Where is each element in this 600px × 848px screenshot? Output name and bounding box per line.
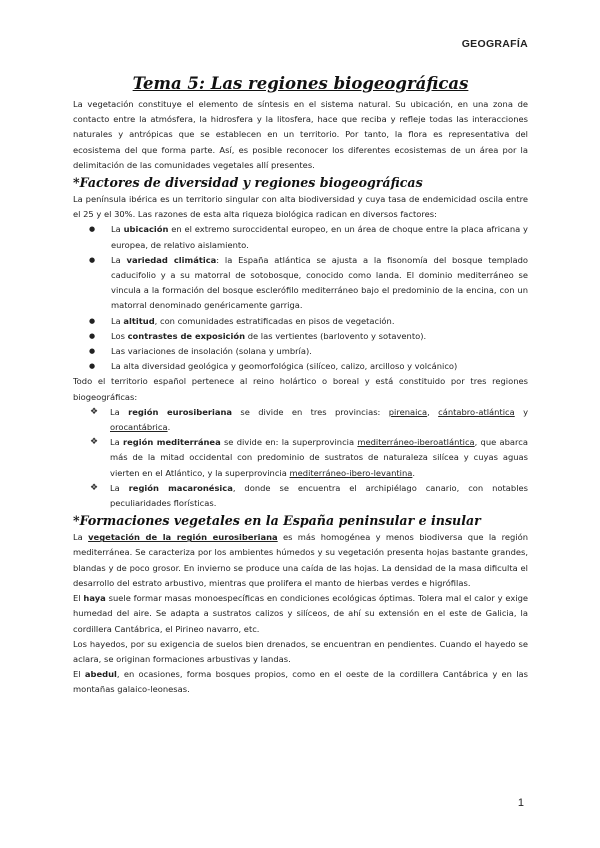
haya-paragraph: El haya suele formar masas monoespecíficas en condiciones ecológicas óptimas. Tolera mal el calor y exige humedad del aire. Se adapta a sustratos calizos y silíceos, de ahí su extensión en el este de Galicia, la cordillera Cantábrica, el Pirineo navarro, etc.	[73, 593, 528, 634]
list-item: ● Las variaciones de insolación (solana y umbría).	[73, 344, 528, 359]
diamond-bullet-icon: ❖	[90, 482, 99, 493]
superprovince-link-ibero-levantina[interactable]: mediterráneo-ibero-levantina	[289, 467, 413, 478]
eurosiberian-vegetation-paragraph: La vegetación de la región eurosiberiana es más homogénea y menos biodiversa que la región mediterránea. Se caracteriza por los ambientes húmedos y su vegetación presenta hojas bastante grandes, blandas y de poco grosor. En invierno se produce una caída de las hojas. La densidad de la masa dificulta el desarrollo del estrato arbustivo, mientras que prolifera el manto de hierbas verdes e higrófilas.	[73, 532, 528, 588]
list-item-region-eurosiberian: ❖ La región eurosiberiana se divide en tres provincias: pirenaica, cántabro-atlántica y orocantábrica.	[90, 406, 529, 433]
factors-list	[73, 222, 528, 374]
province-link-cantabro-atlantica[interactable]: cántabro-atlántica	[438, 406, 515, 417]
province-link-orocantabrica[interactable]: orocantábrica	[110, 422, 168, 433]
list-item-region-mediterranean: ❖ La región mediterránea se divide en: la superprovincia mediterráneo-iberoatlántica, que abarca más de la mitad occidental con predominio de sustratos de naturaleza silícea y cuyas aguas vierten en el Atlántico, y la superprovincia mediterráneo-ibero-levantina.	[90, 437, 528, 478]
hayedos-paragraph: Los hayedos, por su exigencia de suelos bien drenados, se encuentran en pendientes. Cuando el hayedo se aclara, se originan formaciones arbustivas y landas.	[73, 638, 528, 664]
list-item: ● Los contrastes de exposición de las vertientes (barlovento y sotavento).	[73, 329, 528, 344]
section-heading-factors: *Factores de diversidad y regiones biogeográficas	[73, 175, 423, 191]
list-item: ● La alta diversidad geológica y geomorfológica (silíceo, calizo, arcilloso y volcánico)	[73, 359, 528, 374]
page-header-subject: GEOGRAFÍA	[461, 38, 528, 50]
list-item: ● La altitud, con comunidades estratificadas en pisos de vegetación.	[73, 314, 528, 329]
section-heading-formations: *Formaciones vegetales en la España peninsular e insular	[73, 513, 481, 529]
diamond-bullet-icon: ❖	[90, 406, 99, 417]
list-item: ● La ubicación en el extremo suroccidental europeo, en un área de choque entre la placa africana y europea, de relativo aislamiento.	[73, 222, 528, 252]
regions-list	[73, 405, 528, 511]
holartic-paragraph: Todo el territorio español pertenece al reino holártico o boreal y está constituido por tres regiones biogeográficas:	[73, 376, 528, 402]
page-title: Tema 5: Las regiones biogeográficas	[132, 74, 469, 93]
abedul-paragraph: El abedul, en ocasiones, forma bosques propios, como en el oeste de la cordillera Cantábrica y en las montañas galaico-leonesas.	[73, 669, 528, 695]
superprovince-link-iberoatlantica[interactable]: mediterráneo-iberoatlántica	[357, 437, 475, 448]
intro-paragraph: La vegetación constituye el elemento de síntesis en el sistema natural. Su ubicación, en una zona de contacto entre la atmósfera, la hidrosfera y la litosfera, hace que reciba y refleje todas las interacciones naturales y antrópicas que se establecen en un territorio. Por tanto, la flora es representativa del ecosistema del que forma parte. Así, es posible reconocer los diferentes ecosistemas de un área por la delimitación de las comunidades vegetales allí presentes.	[73, 99, 528, 170]
province-link-pirenaica[interactable]: pirenaica	[388, 406, 428, 417]
list-item-region-macaronesian: ❖ La región macaronésica, donde se encuentra el archipiélago canario, con notables peculiaridades florísticas.	[90, 482, 528, 509]
page-number: 1	[517, 797, 524, 809]
diamond-bullet-icon: ❖	[90, 437, 99, 448]
factors-lead-paragraph: La península ibérica es un territorio singular con alta biodiversidad y cuya tasa de endemicidad oscila entre el 25 y el 30%. Las razones de esta alta riqueza biológica radican en diversos factores:	[73, 194, 528, 220]
document-body	[73, 73, 528, 698]
list-item: ● La variedad climática: la España atlántica se ajusta a la fisonomía del bosque templado caducifolio y a su matorral de sotobosque, conocido como landa. El dominio mediterráneo se vincula a la formación del bosque esclerófilo mediterráneo bajo el predominio de la encina, con un matorral denominado genéricamente garriga.	[73, 253, 528, 314]
